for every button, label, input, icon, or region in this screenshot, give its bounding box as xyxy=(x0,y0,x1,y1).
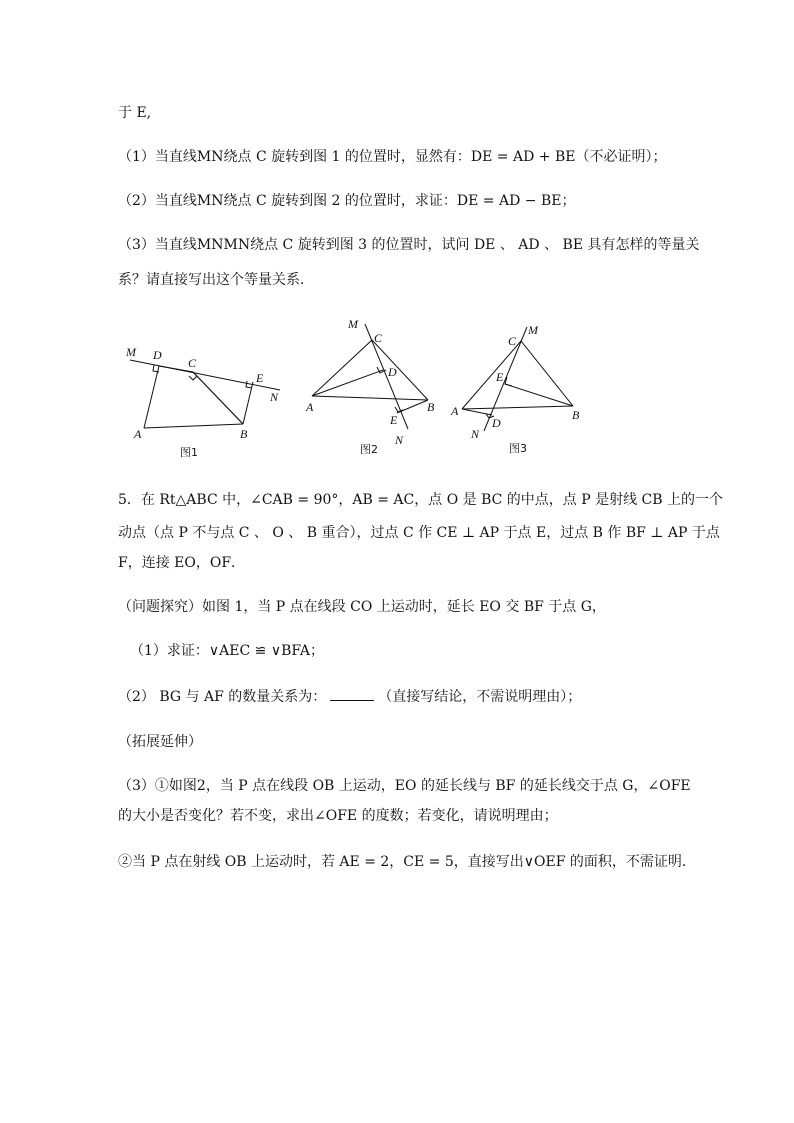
fig2-label-d: D xyxy=(388,365,397,379)
q5-line3: F，连接 EO，OF． xyxy=(118,555,246,571)
fig1-line-cb xyxy=(193,372,243,424)
intro-tail: 于 E, xyxy=(118,105,152,121)
fig3-line-be xyxy=(505,384,573,406)
fig2-label-c: C xyxy=(374,331,383,345)
q5-line2: 动点（点 P 不与点 C 、 O 、 B 重合），过点 C 作 CE ⊥ AP 于点 E，过点 B 作 BF ⊥ AP 于点 xyxy=(118,525,720,541)
q4-part2: （2）当直线MN绕点 C 旋转到图 2 的位置时，求证：DE = AD − BE； xyxy=(118,193,576,209)
fig2-label-a: A xyxy=(306,400,314,414)
fig1-polyline xyxy=(144,366,243,428)
fig3-label-e: E xyxy=(496,370,504,384)
fig1-label-b: B xyxy=(240,427,248,441)
fig1-line-ab xyxy=(144,424,243,428)
fig1-label-a: A xyxy=(134,427,142,441)
fig1-right-angle-c xyxy=(189,376,197,380)
fig3-label-m: M xyxy=(528,323,538,337)
figures-row xyxy=(118,314,598,464)
q4-part1: （1）当直线MN绕点 C 旋转到图 1 的位置时，显然有：DE = AD + BE（不必证明）； xyxy=(118,149,667,165)
fig3-label-n: N xyxy=(471,427,480,441)
fig1-label-n: N xyxy=(270,390,279,404)
fig2-line-mn xyxy=(365,324,408,429)
fig3-line-ad xyxy=(462,409,492,415)
fig2-label-n: N xyxy=(395,433,404,447)
fig3-line-mn xyxy=(484,327,527,431)
q5-line1: 5．在 Rt△ABC 中，∠CAB = 90°，AB = AC，点 O 是 BC 的中点，点 P 是射线 CB 上的一个 xyxy=(118,492,724,508)
fig2-caption: 图2 xyxy=(360,443,378,456)
q5-sub3-line3: ②当 P 点在射线 OB 上运动时，若 AE = 2，CE = 5，直接写出∨OEF 的面积，不需证明． xyxy=(118,854,696,870)
q4-part3-line1: （3）当直线MNMN绕点 C 旋转到图 3 的位置时，试问 DE 、 AD 、 BE 具有怎样的等量关 xyxy=(118,237,700,253)
fig2-line-ab xyxy=(312,396,428,400)
fig2-triangle-sides xyxy=(312,340,428,400)
fig3-label-b: B xyxy=(572,408,580,422)
answer-blank xyxy=(330,686,374,701)
figure-1 xyxy=(125,345,280,459)
fig3-caption: 图3 xyxy=(509,442,527,455)
fig2-line-ad xyxy=(312,370,383,396)
q5-sub2-after: （直接写结论，不需说明理由）； xyxy=(378,689,582,705)
q5-sub3-line1: （3）①如图2，当 P 点在线段 OB 上运动，EO 的延长线与 BF 的延长线交于点 G，∠OFE xyxy=(118,778,691,794)
fig3-line-ab xyxy=(462,406,573,409)
q5-sub3-line2: 的大小是否变化？若不变，求出∠OFE 的度数；若变化，请说明理由； xyxy=(118,808,558,824)
fig2-label-b: B xyxy=(427,400,435,414)
q4-part3-line2: 系？请直接写出这个等量关系． xyxy=(118,272,314,288)
fig3-label-d: D xyxy=(492,416,501,430)
fig3-label-a: A xyxy=(451,404,459,418)
figure-3 xyxy=(450,323,580,455)
q5-extend-heading: （拓展延伸） xyxy=(118,734,202,750)
q5-sub1: （1）求证：∨AEC ≌ ∨BFA； xyxy=(130,643,324,659)
fig1-label-c: C xyxy=(188,356,197,370)
fig3-label-c: C xyxy=(508,334,517,348)
fig1-caption: 图1 xyxy=(180,446,198,459)
q5-explore: （问题探究）如图 1，当 P 点在线段 CO 上运动时，延长 EO 交 BF 于点 G， xyxy=(118,599,606,615)
q5-sub2-before: （2） BG 与 AF 的数量关系为： xyxy=(118,689,327,705)
fig2-label-e: E xyxy=(390,413,398,427)
fig1-label-m: M xyxy=(126,345,136,359)
fig1-label-e: E xyxy=(256,371,264,385)
fig1-label-d: D xyxy=(153,348,162,362)
geometry-figures xyxy=(118,314,598,464)
figure-2 xyxy=(305,317,435,456)
fig2-label-m: M xyxy=(348,317,358,331)
q5-sub2 xyxy=(118,686,581,707)
